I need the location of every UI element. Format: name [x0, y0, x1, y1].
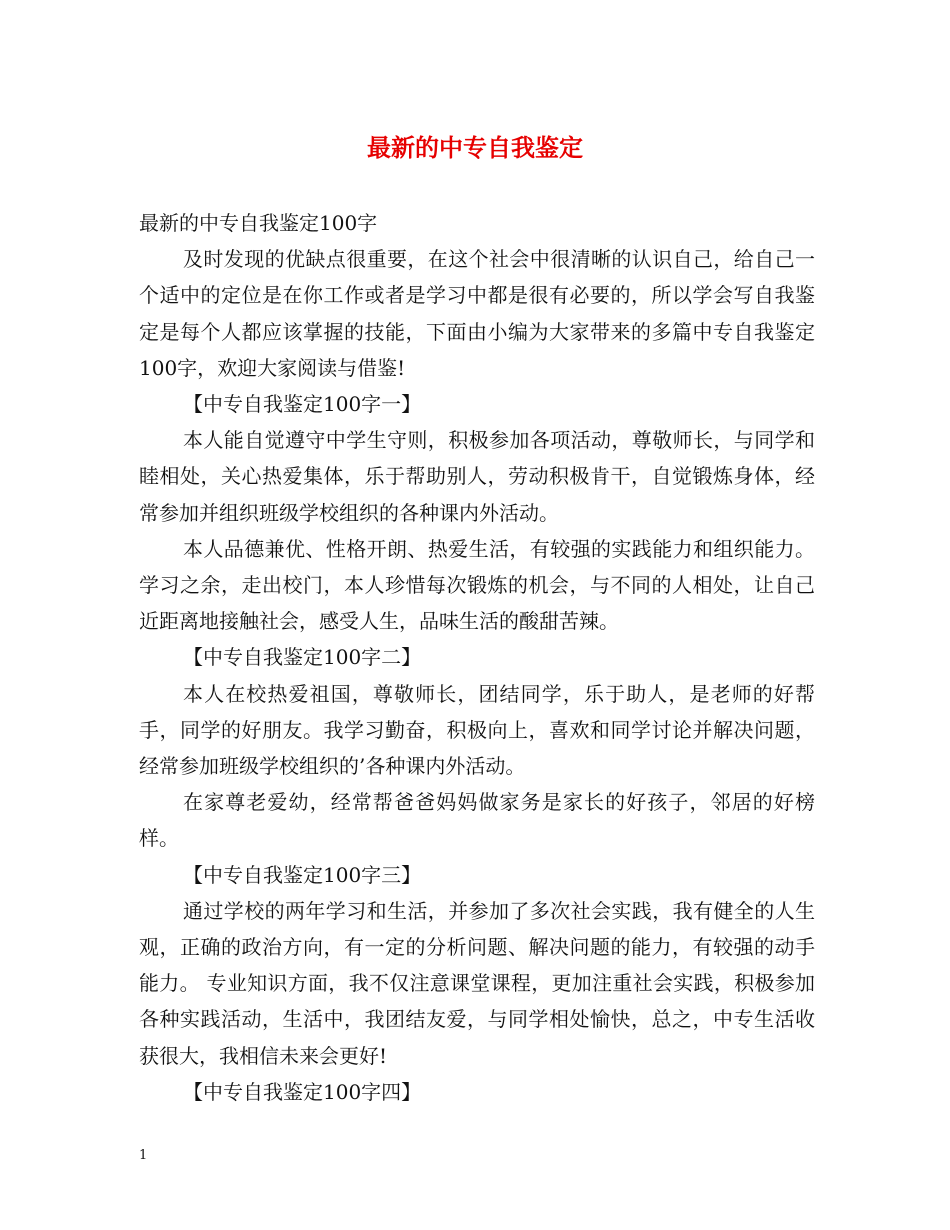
section-heading-1: 【中专自我鉴定100字一】: [183, 392, 422, 417]
document-title: 最新的中专自我鉴定: [367, 133, 583, 162]
page-number: 1: [139, 1148, 148, 1163]
paragraph-intro: 及时发现的优缺点很重要，在这个社会中很清晰的认识自己，给自己一个适中的定位是在你工作或者是学习中都是很有必要的，所以学会写自我鉴定是每个人都应该掌握的技能，下面由小编为大家带来的多篇中专自我鉴定100字，欢迎大家阅读与借鉴!: [139, 247, 815, 380]
document-body: [139, 205, 815, 1110]
paragraph: 本人能自觉遵守中学生守则，积极参加各项活动，尊敬师长，与同学和睦相处，关心热爱集体，乐于帮助别人，劳动积极肯干，自觉锻炼身体，经常参加并组织班级学校组织的各种课内外活动。: [139, 428, 815, 525]
paragraph-subtitle: 最新的中专自我鉴定100字: [139, 211, 378, 235]
section-heading-2: 【中专自我鉴定100字二】: [183, 645, 422, 670]
paragraph: 在家尊老爱幼，经常帮爸爸妈妈做家务是家长的好孩子，邻居的好榜样。: [139, 790, 815, 851]
paragraph: 本人品德兼优、性格开朗、热爱生活，有较强的实践能力和组织能力。学习之余，走出校门，本人珍惜每次锻炼的机会，与不同的人相处，让自己近距离地接触社会，感受人生，品味生活的酸甜苦辣。: [139, 536, 815, 634]
section-heading-4: 【中专自我鉴定100字四】: [183, 1079, 422, 1104]
section-heading-3: 【中专自我鉴定100字三】: [183, 862, 422, 887]
paragraph: 通过学校的两年学习和生活，并参加了多次社会实践，我有健全的人生观，正确的政治方向，有一定的分析问题、解决问题的能力，有较强的动手能力。 专业知识方面，我不仅注意课堂课程，更加注重社会实践，积极参加各种实践活动，生活中，我团结友爱，与同学相处愉快，总之，中专生活收获很大，我相信未来会更好!: [139, 898, 815, 1068]
paragraph: 本人在校热爱祖国，尊敬师长，团结同学，乐于助人，是老师的好帮手，同学的好朋友。我学习勤奋，积极向上，喜欢和同学讨论并解决问题，经常参加班级学校组织的’各种课内外活动。: [139, 681, 815, 779]
